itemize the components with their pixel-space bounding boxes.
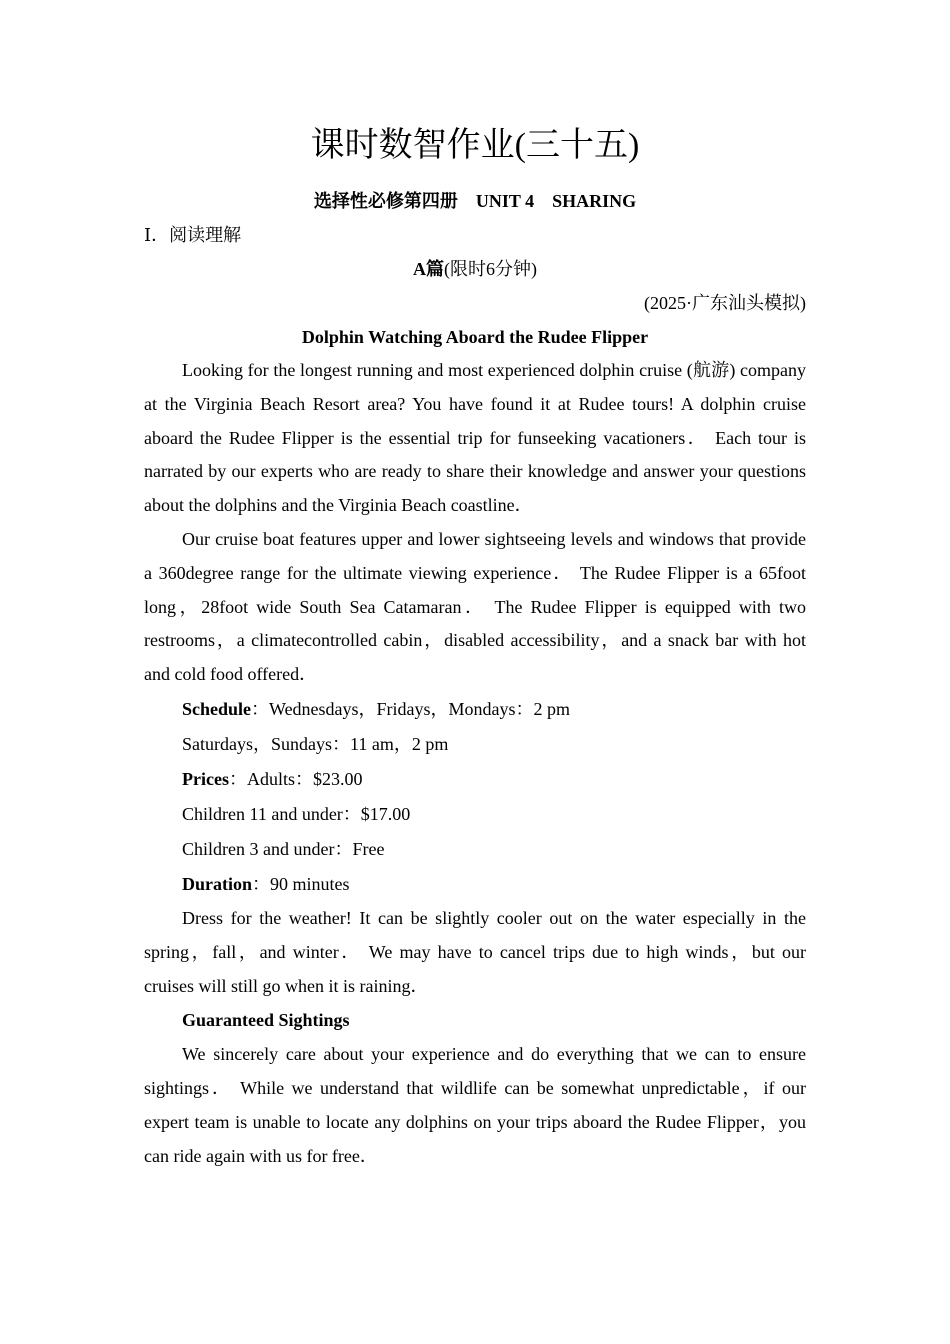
article-body (144, 354, 806, 1174)
source-note: (2025·广东汕头模拟) (644, 293, 806, 313)
prices-adults: ：Adults：$23.00 (228, 768, 363, 789)
article-heading: Dolphin Watching Aboard the Rudee Flipper (301, 327, 649, 347)
page-title: 课时数智作业(三十五) (310, 127, 640, 164)
schedule-weekdays: ：Wednesdays，Fridays，Mondays：2 pm (251, 698, 571, 719)
unit-subtitle: 选择性必修第四册 UNIT 4 SHARING (313, 191, 637, 211)
duration-value: ：90 minutes (252, 873, 350, 894)
paragraph-intro: Looking for the longest running and most experienced dolphin cruise (航游) company at the Virginia Beach Resort area? You have found it at Rudee tours! A dolphin cruise aboard the Rudee Flipper is the essential trip for funseeking vacationers． Each tour is narrated by our experts who are ready to share their knowledge and answer your questions about the dolphins and the Virginia Beach coastline． (144, 360, 806, 516)
schedule-label: Schedule (182, 698, 252, 719)
prices-label: Prices (182, 768, 229, 789)
section-label: Ⅰ．阅读理解 (144, 225, 242, 245)
paragraph-weather: Dress for the weather! It can be slightly cooler out on the water especially in the spring，fall，and winter． We may have to cancel trips due to high winds，but our cruises will still go when it is raining． (144, 907, 806, 996)
part-name: A篇 (413, 259, 444, 279)
part-time-limit: (限时6分钟) (444, 259, 537, 279)
paragraph-sightings: We sincerely care about your experience and do everything that we can to ensure sightings． While we understand that wildlife can be somewhat unpredictable，if our expert team is unable to locate any dolphins on your trips aboard the Rudee Flipper，you can ride again with us for free． (144, 1044, 806, 1166)
sightings-heading (144, 1003, 806, 1038)
prices-children-3: Children 3 and under：Free (182, 838, 385, 859)
paragraph-boat: Our cruise boat features upper and lower sightseeing levels and windows that provide a 360degree range for the ultimate viewing experience． The Rudee Flipper is a 65foot long，28foot wide South Sea Catamaran． The Rudee Flipper is equipped with two restrooms，a climatecontrolled cabin，disabled accessibility，and a snack bar with hot and cold food offered． (144, 528, 806, 685)
sightings-heading-text: Guaranteed Sightings (182, 1010, 350, 1031)
schedule-weekend: Saturdays，Sundays：11 am，2 pm (182, 733, 449, 754)
prices-line (144, 762, 806, 797)
schedule-line (144, 692, 806, 727)
prices-children-11: Children 11 and under：$17.00 (182, 803, 411, 824)
duration-label: Duration (182, 873, 253, 894)
duration-line (144, 867, 806, 902)
part-label (144, 256, 806, 282)
